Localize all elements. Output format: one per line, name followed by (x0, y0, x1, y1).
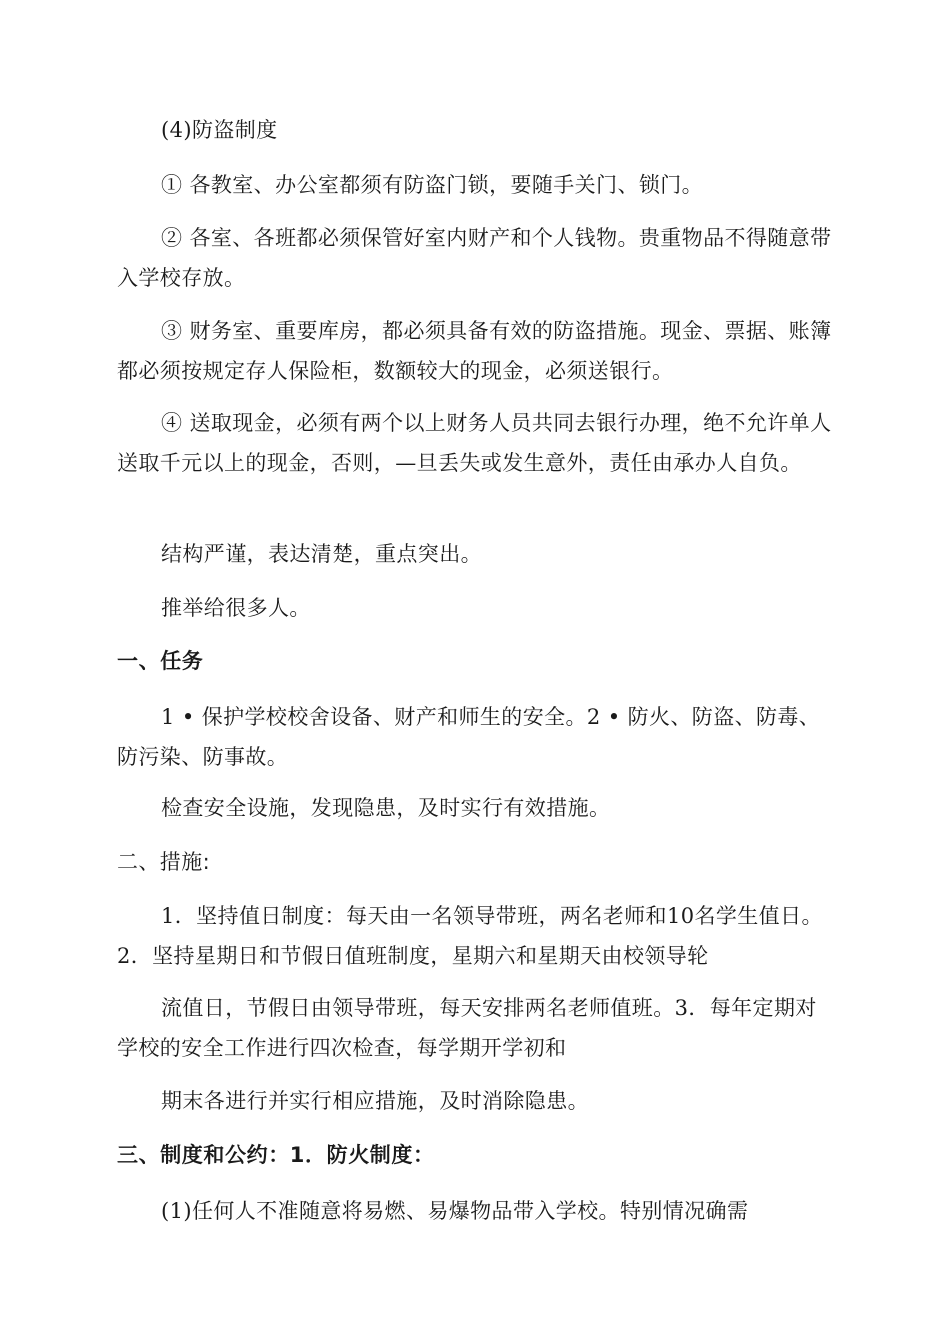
paragraph-tasks-list: 1 • 保护学校校舍设备、财产和师生的安全。2 • 防火、防盗、防毒、防污染、防事故。 (117, 705, 821, 769)
paragraph-inspection: 检查安全设施，发现隐患，及时实行有效措施。 (161, 796, 611, 820)
paragraph-item-2: ② 各室、各班都必须保管好室内财产和个人钱物。贵重物品不得随意带入学校存放。 (117, 226, 832, 290)
paragraph-measures-2: 流值日，节假日由领导带班，每天安排两名老师值班。3．每年定期对学校的安全工作进行四次检查，每学期开学初和 (117, 996, 817, 1060)
paragraph-item-3: ③ 财务室、重要库房，都必须具备有效的防盗措施。现金、票据、账簿都必须按规定存人保险柜，数额较大的现金，必须送银行。 (117, 319, 832, 383)
section-heading-tasks: 一、任务 (117, 649, 204, 673)
section-heading-measures: 二、措施: (117, 850, 211, 874)
paragraph-measures-3: 期末各进行并实行相应措施，及时消除隐患。 (161, 1089, 589, 1113)
paragraph-measures-1: 1．坚持值日制度：每天由一名领导带班，两名老师和10名学生值日。2．坚持星期日和节假日值班制度，星期六和星期天由校领导轮 (117, 904, 823, 968)
paragraph-comment: 结构严谨，表达清楚，重点突出。 (161, 542, 482, 566)
paragraph-recommend: 推举给很多人。 (161, 596, 311, 620)
subsection-heading-anti-theft: (4)防盗制度 (161, 118, 278, 142)
section-heading-rules: 三、制度和公约：1．防火制度： (117, 1143, 435, 1167)
paragraph-fire-rule-1: (1)任何人不准随意将易燃、易爆物品带入学校。特别情况确需 (161, 1199, 749, 1223)
paragraph-item-1: ① 各教室、办公室都须有防盗门锁，要随手关门、锁门。 (161, 173, 704, 197)
paragraph-item-4: ④ 送取现金，必须有两个以上财务人员共同去银行办理，绝不允许单人送取千元以上的现金，否则，—旦丢失或发生意外，责任由承办人自负。 (117, 411, 832, 475)
